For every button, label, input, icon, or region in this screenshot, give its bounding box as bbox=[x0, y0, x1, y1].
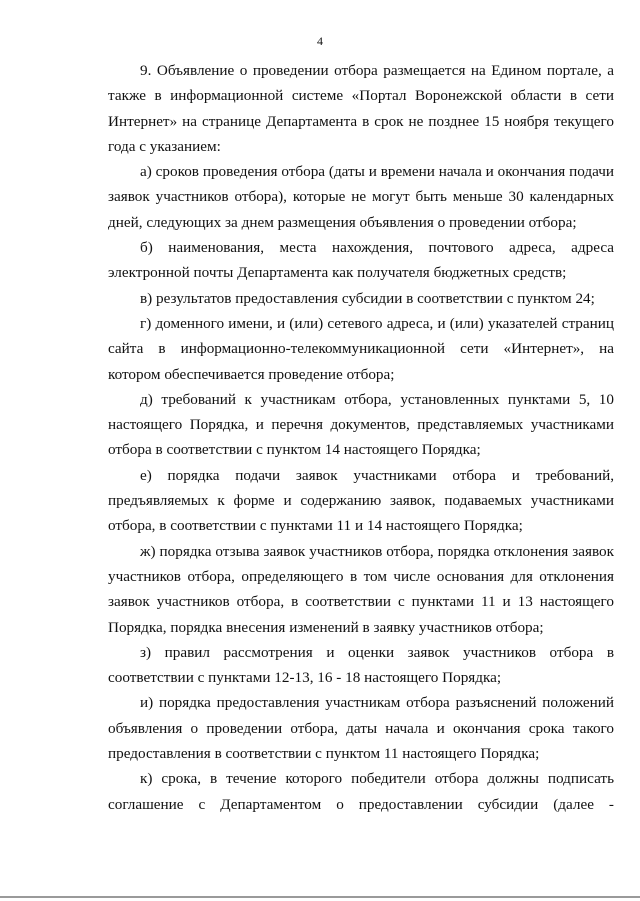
document-body bbox=[108, 58, 614, 817]
paragraph-e: е) порядка подачи заявок участниками отбора и требований, предъявляемых к форме и содержанию заявок, подаваемых участниками отбора, в соответствии с пунктами 11 и 14 настоящего Порядка; bbox=[108, 466, 614, 535]
paragraph-v: в) результатов предоставления субсидии в соответствии с пунктом 24; bbox=[140, 289, 595, 307]
paragraph-z: з) правил рассмотрения и оценки заявок участников отбора в соответствии с пунктами 12-13, 16 - 18 настоящего Порядка; bbox=[108, 643, 614, 687]
paragraph-k: к) срока, в течение которого победители отбора должны подписать соглашение с Департаментом о предоставлении субсидии (далее - bbox=[108, 770, 614, 813]
paragraph-g: г) доменного имени, и (или) сетевого адреса, и (или) указателей страниц сайта в информационно-телекоммуникационной сети «Интернет», на котором обеспечивается проведение отбора; bbox=[108, 314, 614, 383]
paragraph-b: б) наименования, места нахождения, почтового адреса, адреса электронной почты Департамента как получателя бюджетных средств; bbox=[108, 239, 614, 282]
paragraph-zh: ж) порядка отзыва заявок участников отбора, порядка отклонения заявок участников отбора, определяющего в том числе основания для отклонения заявок участников отбора, в соответствии с пунктами 11 и 13 настоящего Порядка, порядка внесения изменений в заявку участников отбора; bbox=[108, 542, 614, 636]
page-bottom-edge bbox=[0, 896, 640, 898]
paragraph-9: 9. Объявление о проведении отбора размещается на Едином портале, а также в информационной системе «Портал Воронежской области в сети Интернет» на странице Департамента в срок не позднее 15 ноября текущего года с указанием: bbox=[108, 62, 614, 155]
paragraph-d: д) требований к участникам отбора, установленных пунктами 5, 10 настоящего Порядка, и перечня документов, представляемых участниками отбора в соответствии с пунктом 14 настоящего Порядка; bbox=[108, 390, 614, 459]
page-number: 4 bbox=[317, 34, 323, 48]
paragraph-i: и) порядка предоставления участникам отбора разъяснений положений объявления о проведении отбора, даты начала и окончания срока такого предоставления в соответствии с пунктом 11 настоящего Порядка; bbox=[108, 694, 614, 763]
paragraph-a: а) сроков проведения отбора (даты и времени начала и окончания подачи заявок участников отбора), которые не могут быть меньше 30 календарных дней, следующих за днем размещения объявления о проведении отбора; bbox=[108, 163, 614, 231]
